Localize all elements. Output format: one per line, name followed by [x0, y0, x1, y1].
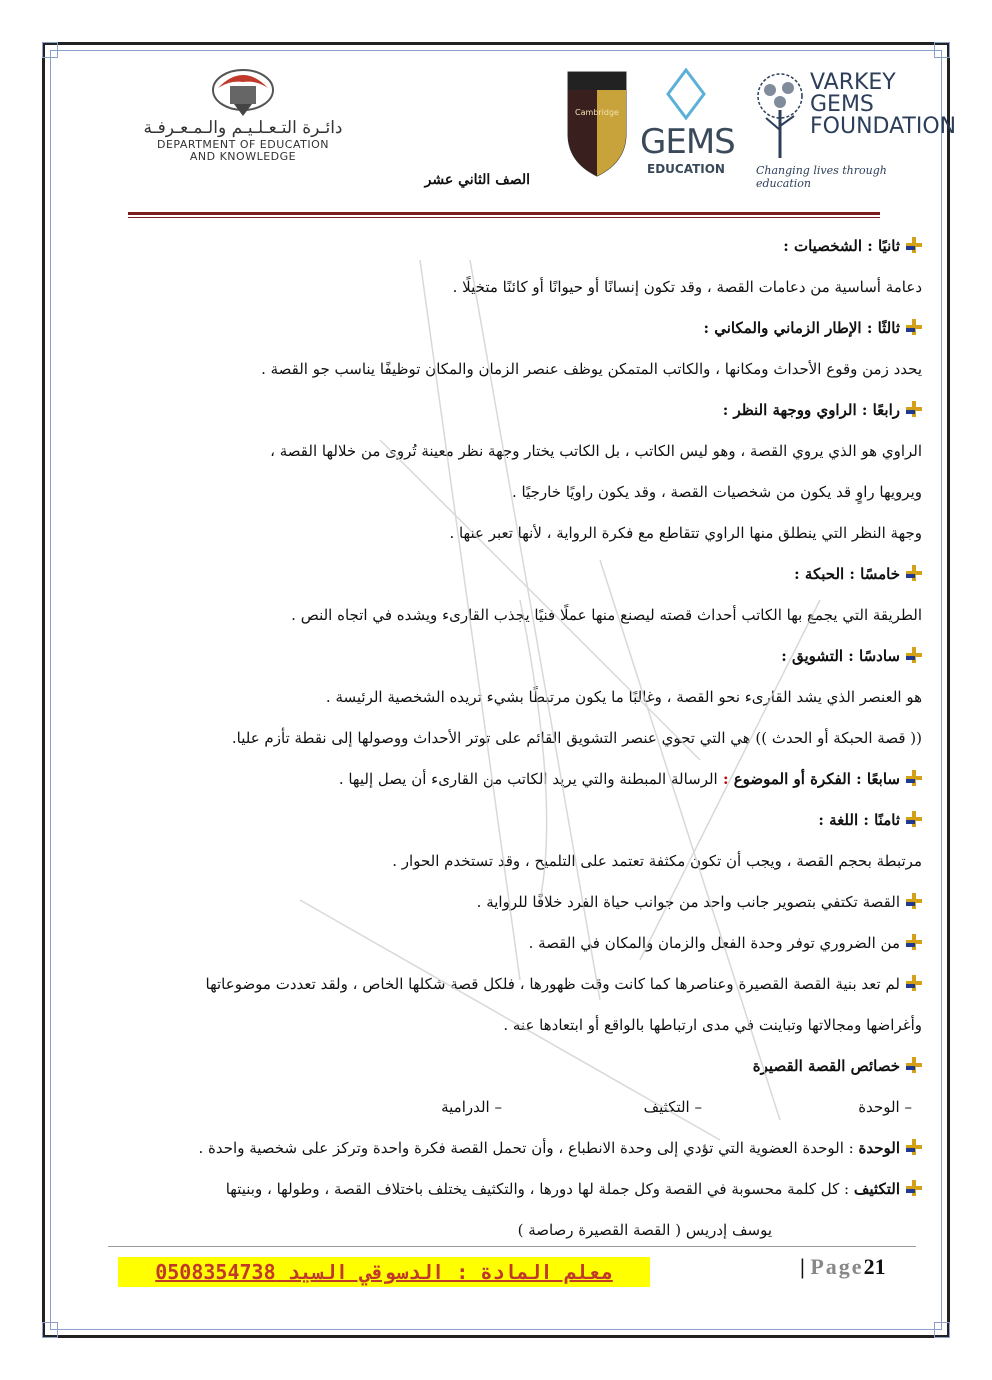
- department-name-arabic: دائـرة التـعـلـيـم والـمـعـرفـة: [143, 118, 343, 138]
- gems-wordmark: GEMS: [640, 122, 735, 162]
- page-word: Page: [810, 1254, 864, 1279]
- paragraph: الطريقة التي يجمع بها الكاتب أحداث قصته ليصنع منها عملًا فنيًا يجذب القارىء ويشده في اتجاه النص .: [291, 606, 922, 624]
- bullet-icon: [906, 401, 922, 417]
- feature-item: – الدرامية: [441, 1098, 502, 1116]
- note-text: القصة تكتفي بتصوير جانب واحد من جوانب حياة الفرد خلافًا للرواية .: [476, 893, 900, 911]
- header-divider-thin: [128, 217, 880, 218]
- corner-ornament: [934, 1322, 950, 1338]
- gems-logo: [640, 66, 735, 182]
- paragraph: يحدد زمن وقوع الأحداث ومكانها ، والكاتب المتمكن يوظف عنصر الزمان والمكان توظيفًا يناسب جو القصة .: [261, 360, 922, 378]
- condensation-text: : كل كلمة محسوبة في القصة وكل جملة لها دورها ، والتكثيف يختلف باختلاف القصة ، وطولها ، وبنيتها: [225, 1180, 854, 1198]
- language-heading: ثامنًا : اللغة :: [818, 811, 900, 829]
- cambridge-label: Cambridge: [575, 108, 619, 117]
- paragraph: دعامة أساسية من دعامات القصة ، وقد تكون إنسانًا أو حيوانًا أو كائنًا متخيلًا .: [452, 278, 922, 296]
- feature-item: – الوحدة: [858, 1098, 912, 1116]
- setting-heading: ثالثًا : الإطار الزماني والمكاني :: [703, 319, 900, 337]
- bullet-icon: [906, 647, 922, 663]
- cambridge-shield-icon: [566, 70, 628, 178]
- unity-text: : الوحدة العضوية التي تؤدي إلى وحدة الانطباع ، وأن تحمل القصة فكرة واحدة وتركز على شخصية واحدة .: [198, 1139, 859, 1157]
- theme-colon: :: [717, 770, 734, 788]
- narrator-heading: رابعًا : الراوي ووجهة النظر :: [722, 401, 900, 419]
- bullet-icon: [906, 565, 922, 581]
- varkey-wordmark: VARKEY GEMS FOUNDATION: [810, 70, 957, 139]
- department-name-english: DEPARTMENT OF EDUCATION: [157, 138, 329, 151]
- paragraph: وأغراضها ومجالاتها وتباينت في مدى ارتباطها بالواقع أو ابتعادها عنه .: [503, 1016, 922, 1034]
- theme-text: الرسالة المبطنة والتي يريد الكاتب من القارىء أن يصل إليها .: [338, 770, 718, 788]
- section-heading: [102, 226, 922, 267]
- unity-label: الوحدة: [858, 1139, 900, 1157]
- suspense-heading: سادسًا : التشويق :: [781, 647, 900, 665]
- department-name-english-line2: AND KNOWLEDGE: [189, 150, 297, 163]
- section-heading: [102, 759, 922, 800]
- note-item: [102, 964, 922, 1005]
- paragraph: وجهة النظر التي ينطلق منها الراوي تتقاطع مع فكرة الرواية ، لأنها تعبر عنها .: [449, 524, 922, 542]
- features-list: [102, 1087, 922, 1128]
- section-heading: [102, 308, 922, 349]
- definition-item: [102, 1128, 922, 1169]
- features-heading: خصائص القصة القصيرة: [752, 1057, 900, 1075]
- teacher-contact: معلم المادة : الدسوقي السيد 0508354738: [118, 1257, 650, 1287]
- gems-education-label: EDUCATION: [647, 162, 725, 176]
- definition-item: [102, 1169, 922, 1210]
- bullet-icon: [906, 237, 922, 253]
- varkey-foundation-logo: [752, 66, 957, 190]
- lesson-content: [102, 226, 922, 1251]
- reference: يوسف إدريس ( القصة القصيرة رصاصة ): [517, 1221, 772, 1239]
- note-item: [102, 882, 922, 923]
- page-number: | Page21: [800, 1254, 886, 1279]
- bullet-icon: [906, 893, 922, 909]
- paragraph: الراوي هو الذي يروي القصة ، وهو ليس الكاتب ، بل الكاتب يختار وجهة نظر معينة تُروى من خلالها القصة ،: [270, 442, 922, 460]
- bullet-icon: [906, 1180, 922, 1196]
- note-text: من الضروري توفر وحدة الفعل والزمان والمكان في القصة .: [528, 934, 900, 952]
- falcon-emblem-icon: [208, 66, 278, 120]
- section-heading: [102, 1046, 922, 1087]
- bullet-icon: [906, 1057, 922, 1073]
- section-heading: [102, 800, 922, 841]
- note-text: لم تعد بنية القصة القصيرة وعناصرها كما كانت وقت ظهورها ، فلكل قصة شكلها الخاص ، ولقد تعددت موضوعاتها: [205, 975, 900, 993]
- page-number-value: 21: [863, 1254, 886, 1279]
- cambridge-logo: [566, 70, 628, 178]
- section-heading: [102, 390, 922, 431]
- paragraph: (( قصة الحبكة أو الحدث )) هي التي تحوي عنصر التشويق القائم على توتر الأحداث ووصولها إلى نقطة تأزم عليا.: [231, 729, 922, 747]
- paragraph: مرتبطة بحجم القصة ، ويجب أن تكون مكثفة تعتمد على التلميح ، وقد تستخدم الحوار .: [392, 852, 922, 870]
- footer-divider: [108, 1246, 916, 1247]
- bullet-icon: [906, 934, 922, 950]
- bullet-icon: [906, 811, 922, 827]
- feature-item: – التكثيف: [643, 1098, 702, 1116]
- bullet-icon: [906, 1139, 922, 1155]
- bullet-icon: [906, 975, 922, 991]
- paragraph: ويرويها راوٍ قد يكون من شخصيات القصة ، وقد يكون راويًا خارجيًا .: [511, 483, 922, 501]
- characters-heading: ثانيًا : الشخصيات :: [783, 237, 900, 255]
- diamond-icon: [666, 68, 706, 120]
- department-logo: [88, 66, 398, 166]
- tree-icon: [752, 70, 808, 162]
- theme-heading: سابعًا : الفكرة أو الموضوع: [733, 770, 900, 788]
- corner-ornament: [42, 42, 58, 58]
- bullet-icon: [906, 319, 922, 335]
- varkey-tagline: Changing lives through education: [756, 164, 887, 190]
- condensation-label: التكثيف: [853, 1180, 900, 1198]
- corner-ornament: [42, 1322, 58, 1338]
- header-divider: [128, 212, 880, 215]
- corner-ornament: [934, 42, 950, 58]
- grade-label: الصف الثاني عشر: [424, 172, 530, 188]
- note-item: [102, 923, 922, 964]
- bullet-icon: [906, 770, 922, 786]
- section-heading: [102, 554, 922, 595]
- section-heading: [102, 636, 922, 677]
- plot-heading: خامسًا : الحبكة :: [794, 565, 900, 583]
- paragraph: هو العنصر الذي يشد القارىء نحو القصة ، وغالبًا ما يكون مرتبطًا بشيء تريده الشخصية الرئيسة .: [325, 688, 922, 706]
